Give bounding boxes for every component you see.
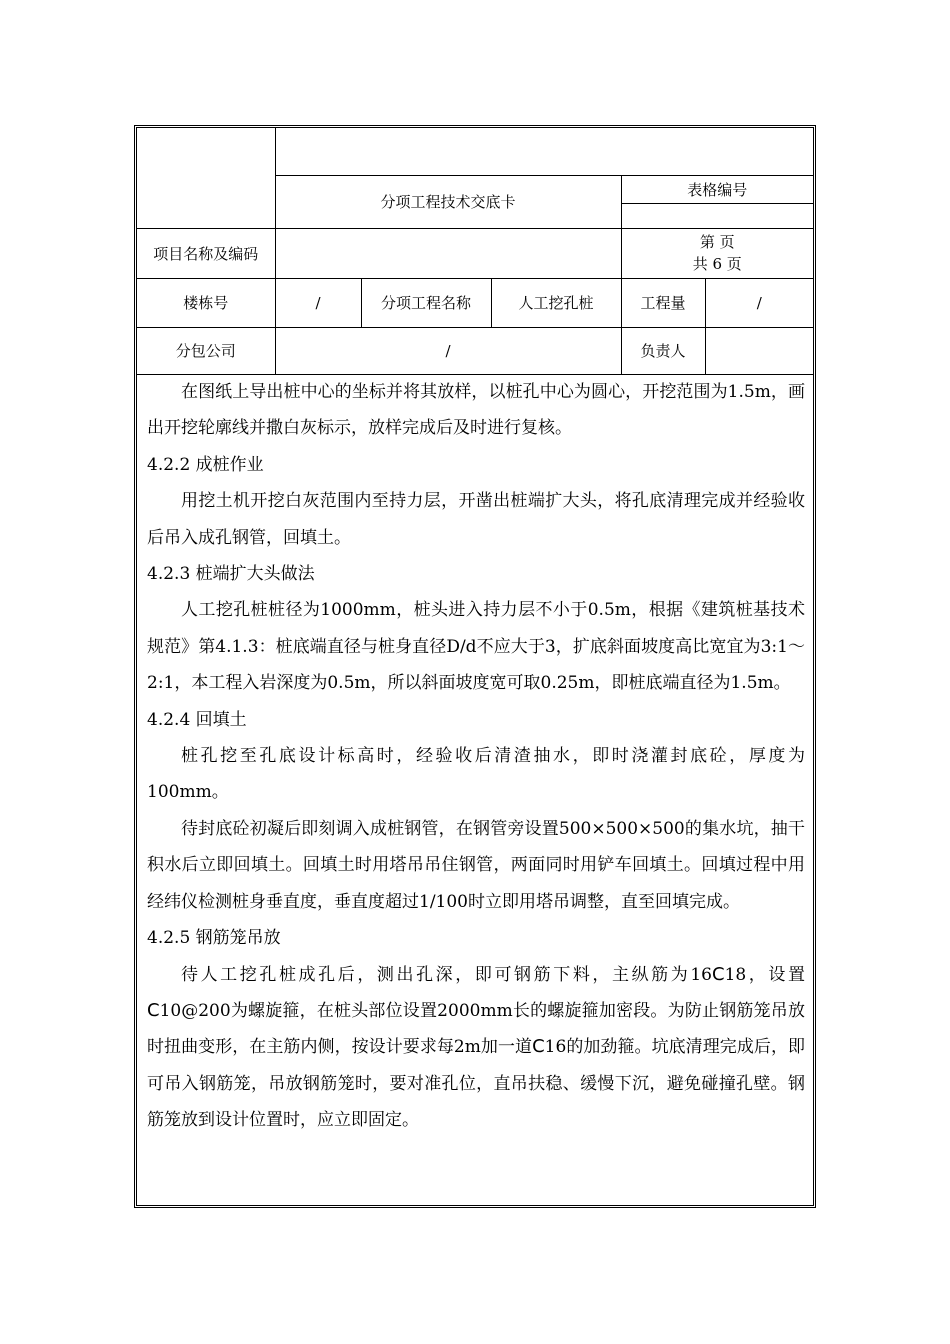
logo-cell: [137, 128, 275, 228]
rebar-text-2: 18，设置: [724, 964, 805, 985]
form-number-label: 表格编号: [621, 175, 813, 203]
rebar-text-4: 16的加劲箍。坑底清理完成后，即可吊入钢筋笼，吊放钢筋笼时，要对准孔位，直吊扶稳、缓慢下沉，避免碰撞孔壁。钢筋笼放到设计位置时，应立即固定。: [147, 1037, 805, 1131]
project-name-value: [275, 228, 621, 278]
quantity-value: /: [705, 278, 813, 327]
project-name-label: 项目名称及编码: [137, 228, 275, 278]
section-heading-4-2-2: 4.2.2 成桩作业: [147, 454, 264, 475]
page-info-cell: [621, 228, 813, 278]
subitem-label: 分项工程名称: [361, 278, 491, 327]
header-table: [137, 128, 813, 375]
subcontractor-value: /: [275, 327, 621, 374]
section-heading-4-2-5: 4.2.5 钢筋笼吊放: [147, 928, 281, 949]
paragraph-rebar-cage: [137, 957, 813, 1139]
rebar-text-3: 10@200为螺旋箍，在桩头部位设置2000mm长的螺旋箍加密段。为防止钢筋笼吊放时扭曲变形，在主筋内侧，按设计要求每2m加一道: [147, 1000, 805, 1058]
quantity-label: 工程量: [621, 278, 705, 327]
responsible-value: [705, 327, 813, 374]
building-label: 楼栋号: [137, 278, 275, 327]
paragraph-pile-forming: 用挖土机开挖白灰范围内至持力层，开凿出桩端扩大头，将孔底清理完成并经验收后吊入成孔钢管，回填土。: [147, 491, 805, 548]
paragraph-backfill-1: 桩孔挖至孔底设计标高时，经验收后清渣抽水，即时浇灌封底砼，厚度为100mm。: [147, 746, 805, 803]
section-heading-4-2-4: 4.2.4 回填土: [147, 709, 247, 730]
form-title: 分项工程技术交底卡: [275, 175, 621, 228]
paragraph-layout: 在图纸上导出桩中心的坐标并将其放样，以桩孔中心为圆心，开挖范围为1.5m，画出开挖轮廓线并撒白灰标示，放样完成后及时进行复核。: [147, 382, 805, 439]
subitem-value: 人工挖孔桩: [491, 278, 621, 327]
rebar-symbol: C: [147, 999, 160, 1021]
paragraph-backfill-2: 待封底砼初凝后即刻调入成桩钢管，在钢管旁设置500×500×500的集水坑，抽干积水后立即回填土。回填土时用塔吊吊住钢管，两面同时用铲车回填土。回填过程中用经纬仪检测桩身垂直度，垂直度超过1/100时立即用塔吊调整，直至回填完成。: [147, 818, 805, 912]
rebar-symbol: C: [532, 1036, 545, 1058]
responsible-label: 负责人: [621, 327, 705, 374]
rebar-symbol: C: [712, 963, 725, 985]
subcontractor-label: 分包公司: [137, 327, 275, 374]
total-pages-label: 共 6 页: [692, 255, 742, 273]
section-heading-4-2-3: 4.2.3 桩端扩大头做法: [147, 564, 315, 585]
technical-disclosure-form: [134, 125, 816, 1208]
rebar-text-1: 待人工挖孔桩成孔后，测出孔深，即可钢筋下料，主纵筋为16: [181, 964, 712, 985]
disclosure-body: [137, 374, 813, 1139]
page-number-label: 第 页: [699, 233, 735, 251]
form-number-value: [621, 203, 813, 228]
blank-title-cell: [275, 128, 813, 175]
paragraph-enlarged-head: 人工挖孔桩桩径为1000mm，桩头进入持力层不小于0.5m，根据《建筑桩基技术规范》第4.1.3：桩底端直径与桩身直径D/d不应大于3，扩底斜面坡度高比宽宜为3:1～2:1，本工程入岩深度为0.5m，所以斜面坡度宽可取0.25m，即桩底端直径为1.5m。: [147, 600, 805, 694]
building-value: /: [275, 278, 361, 327]
